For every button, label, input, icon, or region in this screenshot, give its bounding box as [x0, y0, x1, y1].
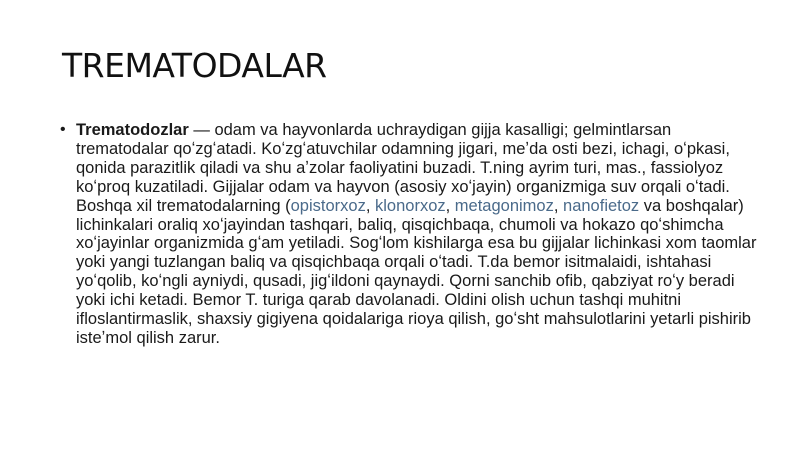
bullet-dot-icon: •	[60, 121, 66, 138]
slide-title: TREMATODALAR	[62, 46, 327, 85]
link-nanofietoz[interactable]: nanofietoz	[563, 196, 640, 215]
bullet-item	[60, 121, 760, 348]
body-text-part-2: va boshqalar) lichinkalari oraliq xoʻjayindan tashqari, baliq, qisqichbaqa, chumoli va hokazo qoʻshimcha xoʻjayinlar organizmida gʻam yetiladi. Sogʻlom kishilarga esa bu gijjalar lichinkasi xom taomlar yoki yangi tuzlangan baliq va qisqichbaqa orqali oʻtadi. T.da bemor isitmalaidi, ishtahasi yoʻqolib, koʻngli ayniydi, qusadi, jigʻildoni qaynaydi. Qorni sanchib ofib, qabziyat roʻy beradi yoki ichi ketadi. Bemor T. turiga qarab davolanadi. Oldini olish uchun tashqi muhitni ifloslantirmaslik, shaxsiy gigiyena qoidalariga rioya qilish, goʻsht mahsulotlarini yetarli pishirib isteʼmol qilish zarur.	[76, 196, 757, 347]
slide-content	[60, 121, 760, 348]
separator: ,	[365, 196, 375, 215]
body-text-part-1: — odam va hayvonlarda uchraydigan gijja kasalligi; gelmintlarsan trematodalar qoʻzgʻatadi. Koʻzgʻatuvchilar odamning jigari, meʼda osti bezi, ichagi, oʻpkasi, qonida parazitlik qiladi va shu aʼzolar faoliyatini buzadi. T.ning ayrim turi, mas., fassiolyoz koʻproq kuzatiladi. Gijjalar odam va hayvon (asosiy xoʻjayin) organizmiga suv orqali oʻtadi. Boshqa xil trematodalarning (	[76, 121, 730, 215]
term-heading: Trematodozlar	[76, 121, 189, 139]
link-opistorxoz[interactable]: opistorxoz	[290, 196, 366, 215]
link-metagonimoz[interactable]: metagonimoz	[454, 196, 554, 215]
separator: ,	[445, 196, 455, 215]
link-klonorxoz[interactable]: klonorxoz	[375, 196, 446, 215]
separator: ,	[553, 196, 564, 215]
